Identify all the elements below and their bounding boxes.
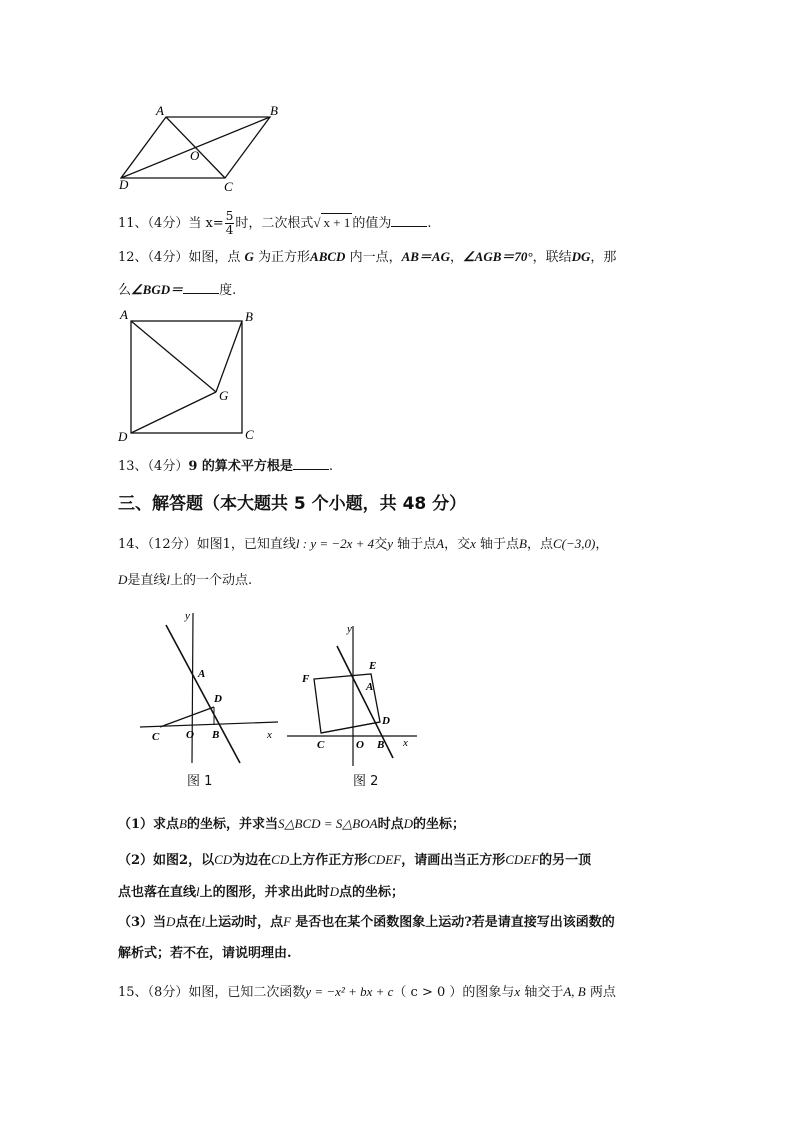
label-B: B	[212, 729, 220, 741]
q11-fraction	[225, 210, 235, 237]
q14-x: x	[470, 536, 476, 551]
q15-text-c: 轴交于	[524, 985, 564, 1000]
label-C: C	[152, 731, 160, 743]
figure-1-caption: 图 1	[187, 774, 213, 789]
part3-D: D	[166, 914, 176, 929]
q14-part-2-line2	[118, 883, 404, 902]
label-O: O	[186, 729, 194, 741]
q11-text-b: 时，二次根式	[235, 216, 314, 231]
part2-text-e: 的另一顶	[539, 853, 592, 868]
q13-end: .	[328, 459, 334, 474]
part1-B: B	[179, 816, 187, 831]
q12-number: 12、	[118, 250, 148, 265]
q12-text-d: ，联结	[532, 250, 572, 265]
q12-eq1: AB＝AG	[401, 249, 450, 264]
question-15	[118, 983, 616, 1002]
part1-text-b: 的坐标，并求当	[187, 817, 279, 832]
part1-text-c: 时点	[377, 817, 404, 832]
q12-line2-b: 度.	[219, 283, 237, 298]
answer-blank	[183, 281, 219, 294]
part3-text-b: 点在	[175, 915, 202, 930]
q12-G: G	[244, 249, 254, 264]
q14-text-f: ，点	[527, 537, 554, 552]
question-12-line1	[118, 248, 616, 267]
q15-text-d: 两点	[589, 985, 616, 1000]
q11-text-a: 当 x=	[188, 216, 224, 231]
label-B: B	[270, 103, 278, 118]
figure-1	[138, 605, 283, 780]
q13-number: 13、	[118, 459, 148, 474]
q14-text-c: 轴于点	[397, 537, 437, 552]
q14-text-l2a: 是直线	[127, 573, 167, 588]
label-D: D	[118, 429, 128, 444]
q12-DG: DG	[571, 249, 591, 264]
q14-text-l2b: 上的一个动点.	[170, 573, 253, 588]
label-C: C	[245, 427, 254, 442]
part3-F: F	[283, 914, 292, 929]
part2-text-d: ，请画出当正方形	[401, 853, 506, 868]
label-E: E	[369, 660, 377, 672]
figure-2	[285, 618, 420, 780]
label-D: D	[214, 693, 222, 705]
label-A: A	[120, 307, 128, 322]
question-14-line2	[118, 571, 252, 590]
q14-text-g: ，	[595, 537, 609, 552]
q11-text-c: 的值为	[352, 216, 392, 231]
part3-text-a: （3）当	[118, 915, 167, 930]
q14-part-3-line1	[118, 913, 615, 932]
q15-cond: （ c > 0 ）	[393, 985, 463, 1000]
q11-score: （4分）	[147, 216, 189, 231]
q12-text-a: 如图，点	[188, 250, 241, 265]
q14-part-3-line2	[118, 945, 292, 963]
q11-end: .	[427, 216, 432, 231]
q11-frac-den: 4	[225, 223, 234, 237]
label-y: y	[347, 623, 352, 635]
q15-x: x	[514, 984, 521, 999]
q14-l: l	[166, 572, 171, 587]
label-B: B	[245, 309, 253, 324]
q12-text-c: 内一点，	[349, 250, 402, 265]
q14-number: 14、	[118, 537, 148, 552]
question-13	[118, 457, 333, 476]
q11-number: 11、	[118, 216, 148, 231]
q14-part-1	[118, 815, 465, 834]
label-x: x	[403, 737, 408, 749]
q14-y: y	[387, 536, 393, 551]
q15-score: （8分）	[147, 985, 189, 1000]
label-B: B	[377, 739, 385, 751]
q15-text-b: 的图象与	[462, 985, 515, 1000]
q14-text-d: ，交	[444, 537, 471, 552]
answer-blank	[293, 457, 329, 470]
part2-CDEF2: CDEF	[505, 852, 540, 867]
figure-2-caption: 图 2	[353, 774, 379, 789]
q14-A: A	[436, 536, 445, 551]
part3-text-d: 是否也在某个函数图象上运动?若是请直接写出该函数的	[295, 915, 615, 930]
part3-l2: 解析式；若不在，请说明理由.	[118, 946, 292, 961]
question-14-line1	[118, 535, 608, 554]
label-O: O	[190, 148, 200, 163]
parallelogram-figure	[110, 100, 290, 195]
part3-text-c: 上运动时，点	[205, 915, 284, 930]
label-D: D	[382, 715, 390, 727]
q14-score: （12分）	[147, 537, 197, 552]
q11-radicand: x + 1	[323, 215, 351, 230]
q12-line2-a: 么	[118, 283, 132, 298]
part1-eq: S△BCD = S△BOA	[278, 816, 378, 831]
q12-eq2: ∠AGB＝70°	[463, 249, 533, 264]
q12-angle: ∠BGD＝	[131, 282, 184, 297]
part1-text-d: 的坐标；	[412, 817, 465, 832]
square-figure	[110, 305, 270, 445]
part2-CDEF: CDEF	[367, 852, 402, 867]
label-x: x	[267, 729, 272, 741]
question-12-line2	[118, 281, 236, 300]
label-A: A	[198, 668, 206, 680]
label-D: D	[119, 177, 129, 192]
part2-l2-c: 点的坐标；	[339, 885, 405, 900]
q14-D: D	[118, 572, 128, 587]
q13-text: 9 的算术平方根是	[188, 459, 293, 474]
part2-D: D	[329, 884, 340, 899]
q14-C: C(−3,0)	[553, 536, 596, 551]
q15-text-a: 如图，已知二次函数	[188, 985, 306, 1000]
part1-text-a: （1）求点	[118, 817, 180, 832]
q14-part-2-line1	[118, 851, 591, 870]
label-C: C	[224, 179, 233, 194]
q12-comma: ，	[450, 250, 464, 265]
part2-l2-b: 上的图形，并求出此时	[199, 885, 330, 900]
label-F: F	[302, 673, 310, 685]
q14-B: B	[519, 536, 527, 551]
part2-text-b: 为边在	[232, 853, 272, 868]
part2-CD: CD	[214, 852, 233, 867]
answer-blank	[391, 214, 427, 227]
q14-text-e: 轴于点	[480, 537, 520, 552]
part2-CD2: CD	[271, 852, 290, 867]
q11-frac-num: 5	[225, 209, 234, 223]
label-C: C	[317, 739, 325, 751]
question-11	[118, 210, 431, 237]
part2-l2-a: 点也落在直线	[118, 885, 197, 900]
q15-number: 15、	[118, 985, 148, 1000]
q15-eq: y = −x² + bx + c	[305, 984, 394, 999]
q15-AB: A, B	[563, 984, 586, 999]
part2-text-c: 上方作正方形	[289, 853, 368, 868]
part2-text-a: （2）如图2，以	[118, 853, 215, 868]
label-O: O	[356, 739, 364, 751]
part2-l: l	[196, 884, 200, 899]
q14-line-eq: l : y = −2x + 4	[295, 536, 375, 551]
q12-score: （4分）	[147, 250, 189, 265]
q12-text-b: 为正方形	[258, 250, 311, 265]
label-G: G	[219, 388, 229, 403]
part1-D: D	[403, 816, 413, 831]
sqrt-icon: √	[313, 215, 321, 230]
q12-ABCD: ABCD	[310, 249, 346, 264]
q13-score: （4分）	[147, 459, 189, 474]
label-A: A	[366, 681, 374, 693]
label-A: A	[156, 103, 164, 118]
q12-text-e: ，那	[590, 250, 617, 265]
q14-text-a: 如图1，已知直线	[196, 537, 296, 552]
label-y: y	[185, 610, 190, 622]
section-heading: 三、解答题（本大题共 5 个小题，共 48 分）	[118, 494, 467, 514]
part3-l: l	[201, 914, 206, 929]
q14-text-b: 交	[374, 537, 388, 552]
